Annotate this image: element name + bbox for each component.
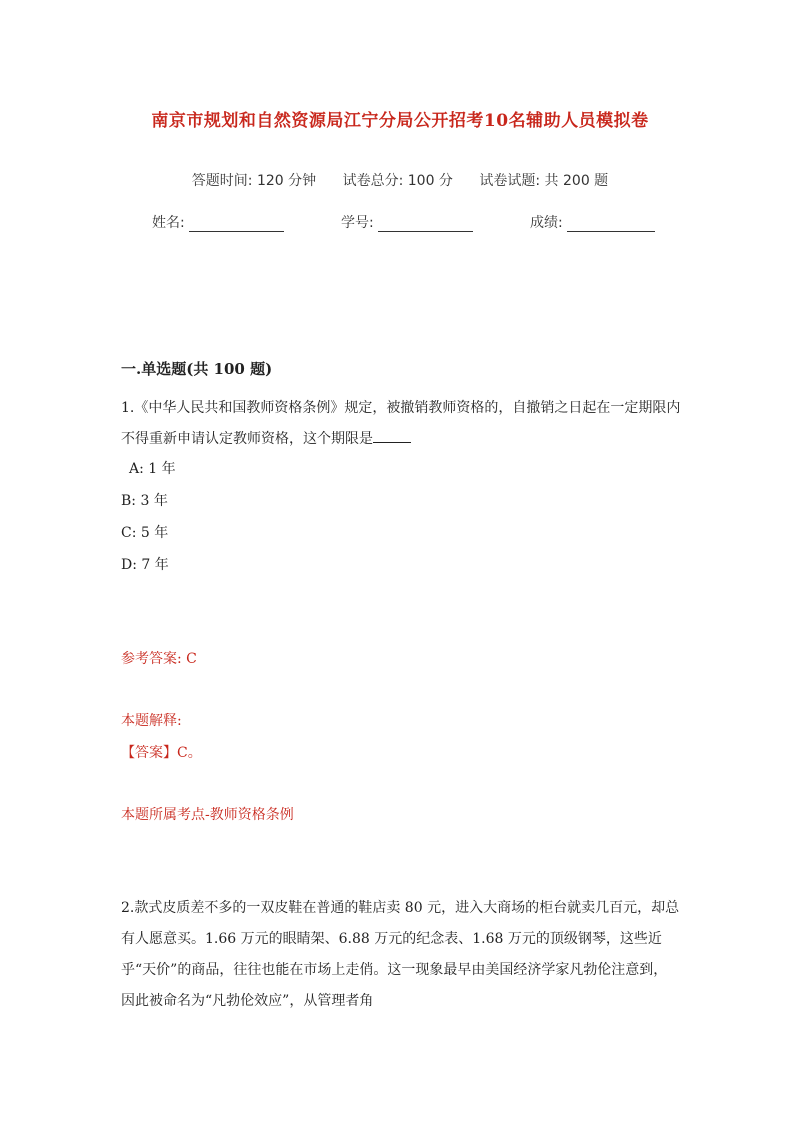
reference-answer: 参考答案: C	[121, 651, 197, 667]
option-b[interactable]: B: 3 年	[121, 493, 168, 509]
option-a[interactable]: A: 1 年	[129, 461, 176, 477]
student-id-label: 学号:	[341, 215, 374, 231]
exam-meta-row	[0, 170, 800, 190]
section-title: 一.单选题(共 100 题)	[121, 360, 273, 378]
option-c[interactable]: C: 5 年	[121, 525, 169, 541]
question-1-stem	[121, 393, 681, 455]
total-score: 试卷总分: 100 分	[342, 173, 453, 189]
name-field[interactable]	[152, 212, 284, 232]
name-blank[interactable]	[189, 215, 284, 232]
name-label: 姓名:	[152, 215, 185, 231]
answer-blank	[373, 428, 411, 443]
question-count: 试卷试题: 共 200 题	[479, 173, 609, 189]
exam-title: 南京市规划和自然资源局江宁分局公开招考10名辅助人员模拟卷	[151, 111, 649, 131]
explanation-title: 本题解释:	[121, 713, 182, 729]
score-blank[interactable]	[567, 215, 655, 232]
knowledge-point: 本题所属考点-教师资格条例	[121, 807, 294, 823]
explanation-body: 【答案】C。	[121, 745, 202, 761]
score-label: 成绩:	[530, 215, 563, 231]
student-id-blank[interactable]	[378, 215, 473, 232]
exam-time: 答题时间: 120 分钟	[191, 173, 317, 189]
question-1-stem-text: 1.《中华人民共和国教师资格条例》规定，被撤销教师资格的，自撤销之日起在一定期限内不得重新申请认定教师资格，这个期限是	[121, 400, 681, 447]
student-id-field[interactable]	[341, 212, 473, 232]
option-d[interactable]: D: 7 年	[121, 557, 169, 573]
question-2-stem: 2.款式皮质差不多的一双皮鞋在普通的鞋店卖 80 元，进入大商场的柜台就卖几百元，却总有人愿意买。1.66 万元的眼睛架、6.88 万元的纪念表、1.68 万元的顶级钢琴，这些近乎“天价”的商品，往往也能在市场上走俏。这一现象最早由美国经济学家凡勃伦注意到，因此被命名为“凡勃伦效应”，从管理者角	[121, 900, 680, 1009]
score-field[interactable]	[530, 212, 655, 232]
